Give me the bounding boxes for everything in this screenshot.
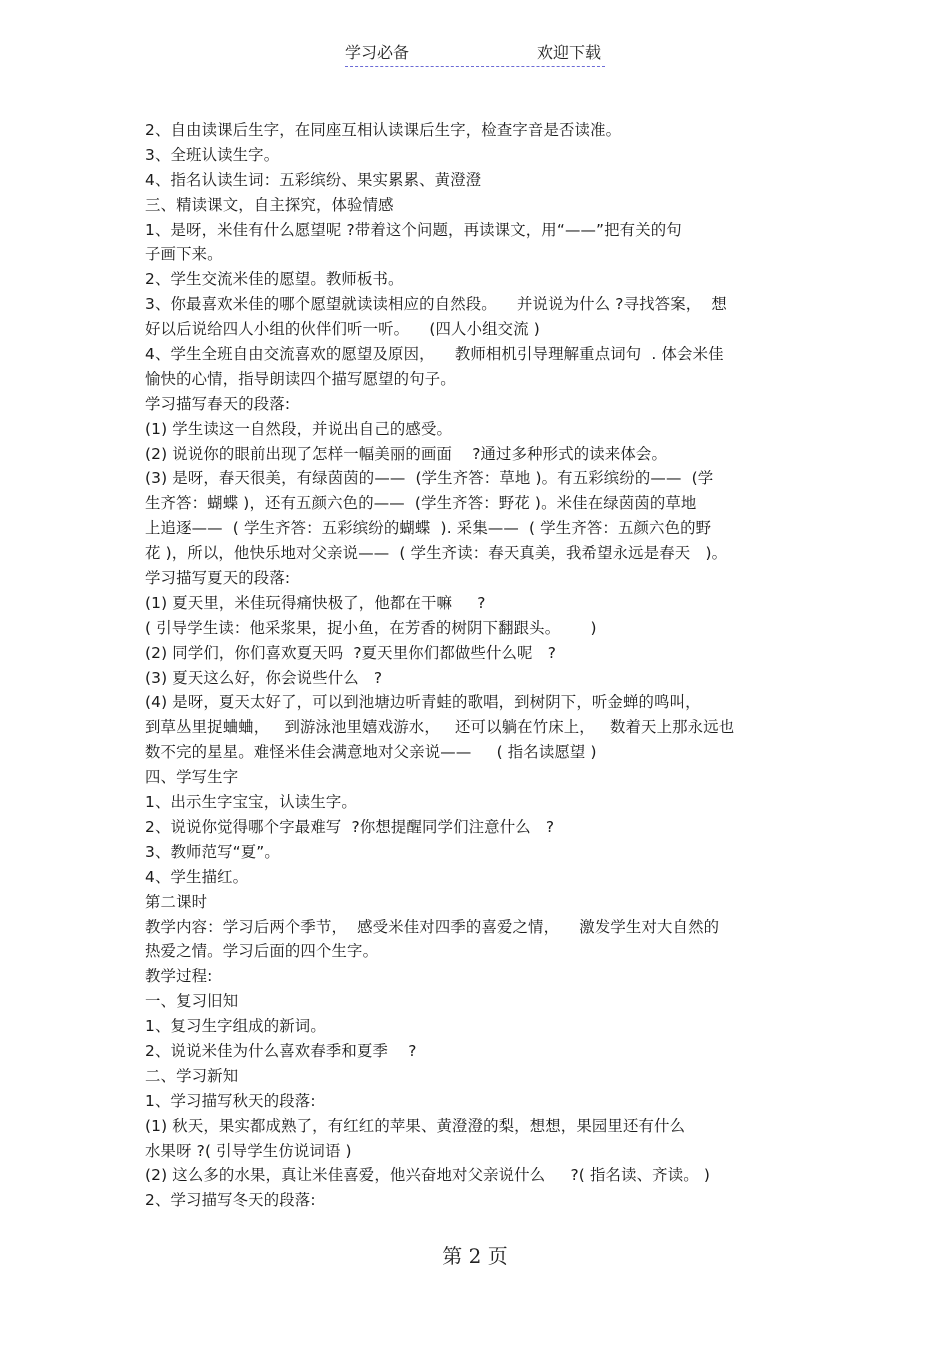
text-line: 2、学习描写冬天的段落:	[145, 1191, 316, 1210]
text-line: 一、复习旧知	[145, 992, 239, 1011]
text-line: 4、指名认读生词：五彩缤纷、果实累累、黄澄澄	[145, 170, 482, 189]
text-line: 上追逐—— ( 学生齐答：五彩缤纷的蝴蝶 ). 采集—— ( 学生齐答：五颜六色的野	[145, 519, 712, 538]
text-line: (2) 说说你的眼前出现了怎样一幅美丽的画面 ?通过多种形式的读来体会。	[145, 444, 667, 463]
text-line: 学习描写春天的段落:	[145, 394, 291, 413]
text-line: (2) 这么多的水果，真让米佳喜爱，他兴奋地对父亲说什么 ?( 指名读、齐读。 )	[145, 1166, 710, 1185]
text-line: (2) 同学们，你们喜欢夏天吗 ?夏天里你们都做些什么呢 ?	[145, 643, 557, 662]
text-line: 数不完的星星。难怪米佳会满意地对父亲说—— ( 指名读愿望 )	[145, 743, 597, 762]
text-line: 水果呀 ?( 引导学生仿说词语 )	[145, 1141, 352, 1160]
text-line: 4、学生描红。	[145, 867, 249, 886]
text-line: 热爱之情。学习后面的四个生字。	[145, 942, 379, 961]
text-line: 3、你最喜欢米佳的哪个愿望就读读相应的自然段。 并说说为什么 ?寻找答案， 想	[145, 295, 727, 314]
text-line: 3、教师范写“夏”。	[145, 842, 280, 861]
text-line: ( 引导学生读：他采浆果，捉小鱼，在芳香的树阴下翻跟头。 )	[145, 618, 597, 637]
text-line: 1、学习描写秋天的段落:	[145, 1091, 316, 1110]
text-line: 教学过程:	[145, 967, 213, 986]
text-line: 2、说说你觉得哪个字最难写 ?你想提醒同学们注意什么 ?	[145, 817, 555, 836]
text-line: 三、精读课文，自主探究，体验情感	[145, 195, 394, 214]
text-line: 生齐答：蝴蝶 )，还有五颜六色的—— (学生齐答：野花 )。米佳在绿茵茵的草地	[145, 494, 697, 513]
text-line: 1、复习生字组成的新词。	[145, 1017, 326, 1036]
text-line: 好以后说给四人小组的伙伴们听一听。 (四人小组交流 )	[145, 320, 540, 339]
text-line: (3) 夏天这么好，你会说些什么 ?	[145, 668, 383, 687]
text-line: 2、自由读课后生字，在同座互相认读课后生字，检查字音是否读准。	[145, 121, 622, 139]
text-line: 二、学习新知	[145, 1066, 239, 1085]
text-line: 花 )，所以，他快乐地对父亲说—— ( 学生齐读：春天真美，我希望永远是春天 )。	[145, 544, 728, 563]
text-line: 2、说说米佳为什么喜欢春季和夏季 ?	[145, 1041, 417, 1060]
header-right-text: 欢迎下载	[536, 43, 601, 62]
page-number: 第 2 页	[442, 1244, 508, 1268]
text-line: (4) 是呀，夏天太好了，可以到池塘边听青蛙的歌唱，到树阴下，听金蝉的鸣叫，	[145, 693, 701, 712]
text-line: 1、是呀，米佳有什么愿望呢 ?带着这个问题，再读课文，用“——”把有关的句	[145, 220, 682, 239]
header-left-text: 学习必备	[345, 43, 410, 62]
text-line: (3) 是呀，春天很美，有绿茵茵的—— (学生齐答：草地 )。有五彩缤纷的—— (学	[145, 469, 714, 488]
text-line: 第二课时	[145, 892, 208, 911]
document-body	[145, 118, 810, 1213]
text-line: 1、出示生字宝宝，认读生字。	[145, 793, 357, 812]
text-line: 到草丛里捉蛐蛐， 到游泳池里嬉戏游水， 还可以躺在竹床上， 数着天上那永远也	[145, 718, 735, 737]
page-header	[345, 42, 605, 67]
text-line: 四、学写生字	[145, 768, 239, 787]
text-line: 愉快的心情，指导朗读四个描写愿望的句子。	[145, 369, 456, 388]
text-line: 子画下来。	[145, 245, 223, 264]
text-line: 3、全班认读生字。	[145, 145, 280, 164]
text-line: 教学内容：学习后两个季节， 感受米佳对四季的喜爱之情， 激发学生对大自然的	[145, 917, 720, 936]
text-line: 4、学生全班自由交流喜欢的愿望及原因， 教师相机引导理解重点词句 . 体会米佳	[145, 345, 724, 364]
text-line: (1) 秋天，果实都成熟了，有红红的苹果、黄澄澄的梨，想想，果园里还有什么	[145, 1116, 686, 1135]
text-line: (1) 夏天里，米佳玩得痛快极了，他都在干嘛 ?	[145, 593, 486, 612]
text-line: 学习描写夏天的段落:	[145, 569, 291, 588]
text-line: (1) 学生读这一自然段，并说出自己的感受。	[145, 419, 453, 438]
text-line: 2、学生交流米佳的愿望。教师板书。	[145, 270, 404, 289]
